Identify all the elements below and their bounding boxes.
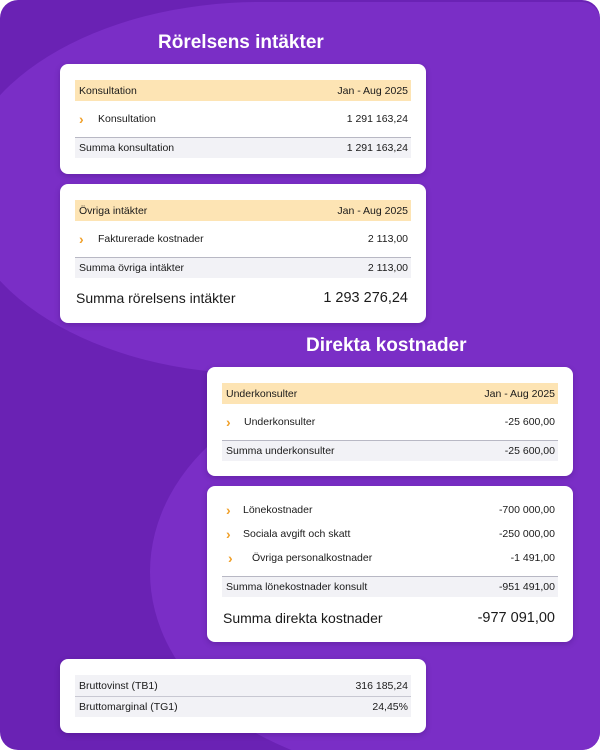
other-income-card (60, 184, 426, 323)
consulting-header-label: Konsultation (79, 84, 137, 97)
tg1-row (75, 696, 411, 717)
chevron-right-icon[interactable]: › (226, 525, 231, 542)
salary-card (207, 486, 573, 642)
other-income-sum-row (75, 257, 411, 278)
other-income-header-row (75, 200, 411, 221)
subcontractors-card (207, 367, 573, 476)
consulting-item-row[interactable] (75, 108, 411, 129)
salary-sum-label: Summa lönekostnader konsult (226, 581, 368, 593)
costs-total-row (222, 606, 558, 630)
subcontractors-item-value: -25 600,00 (504, 415, 555, 428)
salary-item-row[interactable] (222, 547, 558, 568)
revenue-total-label: Summa rörelsens intäkter (76, 290, 236, 306)
tg1-label: Bruttomarginal (TG1) (79, 701, 178, 713)
subcontractors-header-label: Underkonsulter (226, 387, 298, 400)
other-income-header-label: Övriga intäkter (79, 204, 148, 217)
gross-profit-card (60, 659, 426, 733)
subcontractors-item-row[interactable] (222, 411, 558, 432)
tb1-value: 316 185,24 (355, 679, 408, 692)
consulting-sum-label: Summa konsultation (79, 142, 175, 154)
other-income-item-label: Fakturerade kostnader (98, 232, 204, 245)
consulting-sum-value: 1 291 163,24 (346, 142, 408, 154)
salary-item-label: Sociala avgift och skatt (243, 527, 351, 540)
chevron-right-icon[interactable]: › (79, 110, 84, 127)
other-income-sum-label: Summa övriga intäkter (79, 262, 185, 274)
salary-sum-value: -951 491,00 (498, 581, 555, 593)
consulting-header-row (75, 80, 411, 101)
other-income-item-value: 2 113,00 (367, 232, 408, 245)
salary-item-value: -250 000,00 (498, 527, 555, 540)
salary-sum-row (222, 576, 558, 597)
salary-item-row[interactable] (222, 523, 558, 544)
subcontractors-sum-row (222, 440, 558, 461)
section-title-costs: Direkta kostnader (306, 335, 467, 356)
chevron-right-icon[interactable]: › (228, 549, 233, 566)
chevron-right-icon[interactable]: › (79, 230, 84, 247)
subcontractors-item-label: Underkonsulter (244, 415, 316, 428)
other-income-item-row[interactable] (75, 228, 411, 249)
section-title-revenue: Rörelsens intäkter (158, 32, 324, 53)
chevron-right-icon[interactable]: › (226, 413, 231, 430)
salary-item-label: Övriga personalkostnader (252, 551, 373, 564)
salary-item-label: Lönekostnader (243, 503, 313, 516)
costs-total-label: Summa direkta kostnader (223, 610, 383, 626)
consulting-item-label: Konsultation (98, 112, 156, 125)
subcontractors-sum-label: Summa underkonsulter (226, 445, 335, 457)
revenue-total-value: 1 293 276,24 (323, 290, 408, 306)
revenue-total-row (75, 286, 411, 310)
tb1-label: Bruttovinst (TB1) (79, 679, 158, 692)
chevron-right-icon[interactable]: › (226, 501, 231, 518)
subcontractors-header-row (222, 383, 558, 404)
consulting-sum-row (75, 137, 411, 158)
tb1-row (75, 675, 411, 696)
subcontractors-sum-value: -25 600,00 (504, 445, 555, 457)
consulting-item-value: 1 291 163,24 (346, 112, 408, 125)
tg1-value: 24,45% (372, 701, 408, 713)
consulting-period: Jan - Aug 2025 (337, 84, 408, 97)
costs-total-value: -977 091,00 (477, 610, 555, 626)
other-income-period: Jan - Aug 2025 (337, 204, 408, 217)
salary-item-value: -1 491,00 (510, 551, 555, 564)
salary-item-value: -700 000,00 (498, 503, 555, 516)
subcontractors-period: Jan - Aug 2025 (484, 387, 555, 400)
salary-item-row[interactable] (222, 499, 558, 520)
other-income-sum-value: 2 113,00 (367, 262, 408, 274)
consulting-card (60, 64, 426, 174)
